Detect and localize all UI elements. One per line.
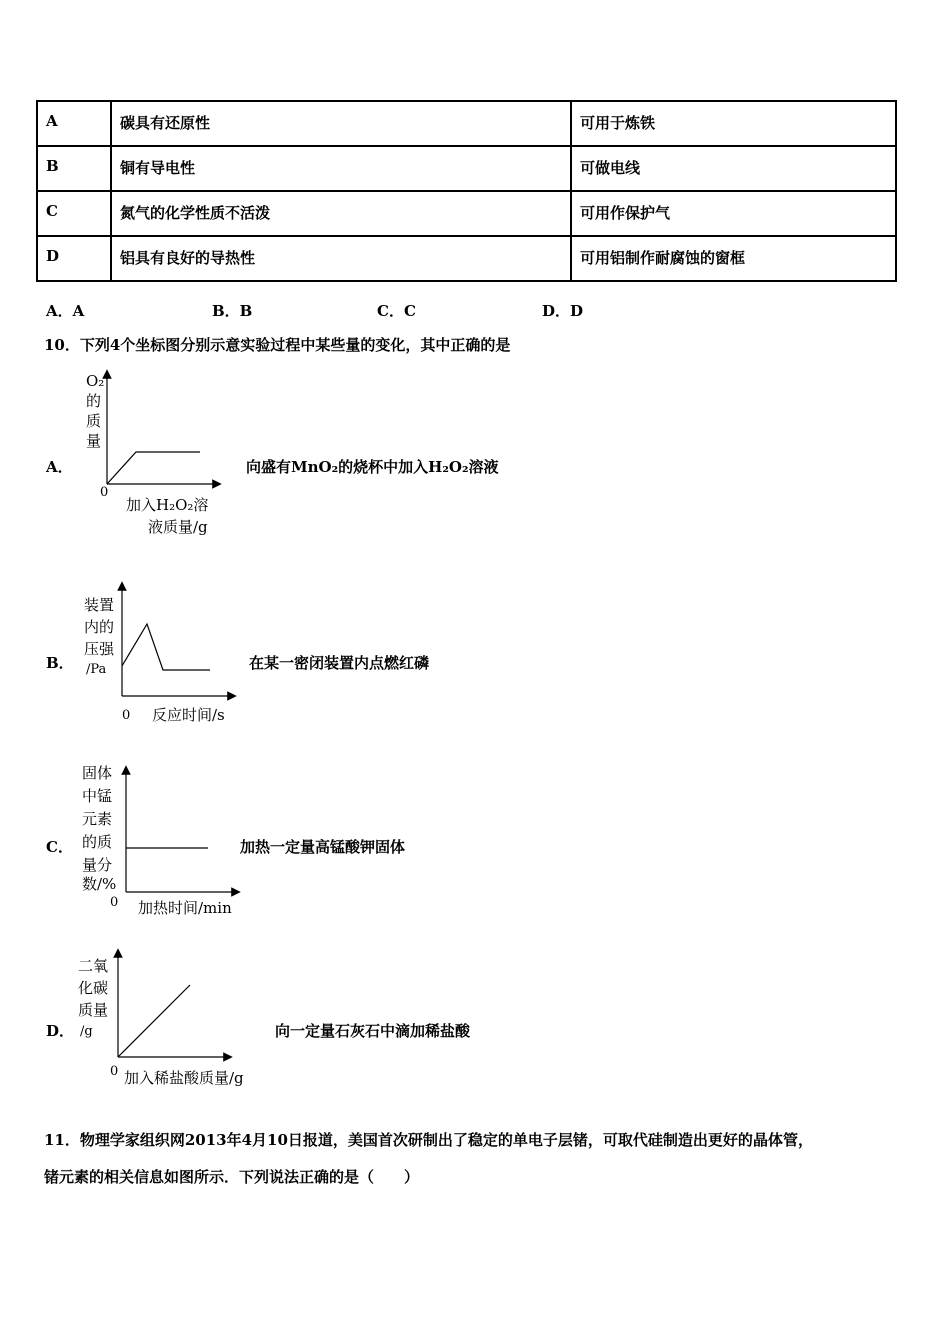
y-label-line: O₂ bbox=[86, 372, 105, 390]
graph-b bbox=[70, 578, 250, 728]
y-label-line: 元素 bbox=[82, 810, 113, 828]
property-cell: 铝具有良好的导热性 bbox=[111, 236, 571, 281]
y-label-line: 的 bbox=[86, 392, 102, 410]
question-11-line2: 锗元素的相关信息如图所示．下列说法正确的是（ ） bbox=[44, 1168, 420, 1186]
option-letter: D bbox=[37, 236, 111, 281]
x-label-line: 反应时间/s bbox=[152, 706, 225, 724]
use-cell: 可用于炼铁 bbox=[571, 101, 896, 146]
x-label-line: 液质量/g bbox=[148, 518, 208, 536]
option-a-label: A． bbox=[46, 458, 73, 476]
y-label-line: 固体 bbox=[82, 764, 113, 782]
option-c-desc: 加热一定量高锰酸钾固体 bbox=[240, 838, 406, 856]
origin-label: 0 bbox=[100, 485, 109, 500]
table-row bbox=[37, 101, 896, 146]
curve bbox=[107, 452, 200, 484]
curve bbox=[122, 624, 210, 670]
y-label-line: 二氧 bbox=[78, 957, 109, 975]
origin-label: 0 bbox=[110, 895, 119, 910]
property-cell: 铜有导电性 bbox=[111, 146, 571, 191]
question-11-line1: 11．物理学家组织网2013年4月10日报道，美国首次研制出了稳定的单电子层锗，可取代硅制造出更好的晶体管， bbox=[44, 1131, 813, 1149]
graph-d bbox=[70, 945, 270, 1095]
y-label-line: 数/% bbox=[82, 875, 117, 893]
origin-label: 0 bbox=[122, 708, 131, 723]
options-table bbox=[36, 100, 897, 282]
use-cell: 可做电线 bbox=[571, 146, 896, 191]
y-label-line: 压强 bbox=[84, 640, 115, 658]
answer-c: C．C bbox=[377, 302, 416, 320]
curve bbox=[118, 985, 190, 1057]
question-10-stem: 10．下列4个坐标图分别示意实验过程中某些量的变化，其中正确的是 bbox=[44, 336, 511, 354]
y-label-line: 质 bbox=[86, 412, 102, 430]
y-label-line: 质量 bbox=[78, 1001, 109, 1019]
answer-d: D．D bbox=[542, 302, 584, 320]
property-cell: 氮气的化学性质不活泼 bbox=[111, 191, 571, 236]
table-row bbox=[37, 191, 896, 236]
y-label-line: /g bbox=[80, 1024, 93, 1039]
answer-a: A．A bbox=[46, 302, 85, 320]
y-label-line: 量 bbox=[86, 432, 102, 450]
x-label-line: 加入稀盐酸质量/g bbox=[124, 1069, 244, 1087]
y-label-line: 的质 bbox=[82, 833, 113, 851]
option-letter: A bbox=[37, 101, 111, 146]
graph-a bbox=[70, 362, 240, 542]
option-b-desc: 在某一密闭装置内点燃红磷 bbox=[249, 654, 430, 672]
use-cell: 可用铝制作耐腐蚀的窗框 bbox=[571, 236, 896, 281]
option-d-label: D． bbox=[46, 1022, 75, 1040]
option-b-label: B． bbox=[46, 654, 74, 672]
table-row bbox=[37, 236, 896, 281]
y-label-line: 化碳 bbox=[78, 979, 109, 997]
y-label-line: 装置 bbox=[84, 596, 115, 614]
y-label-line: 量分 bbox=[82, 856, 113, 874]
option-letter: C bbox=[37, 191, 111, 236]
use-cell: 可用作保护气 bbox=[571, 191, 896, 236]
x-label-line: 加入H₂O₂溶 bbox=[126, 496, 209, 514]
property-cell: 碳具有还原性 bbox=[111, 101, 571, 146]
y-label-line: 中锰 bbox=[82, 787, 113, 805]
x-label-line: 加热时间/min bbox=[138, 899, 232, 917]
option-letter: B bbox=[37, 146, 111, 191]
y-label-line: /Pa bbox=[86, 662, 107, 677]
option-a-desc: 向盛有MnO₂的烧杯中加入H₂O₂溶液 bbox=[246, 458, 499, 476]
option-c-label: C． bbox=[46, 838, 73, 856]
table-row bbox=[37, 146, 896, 191]
option-d-desc: 向一定量石灰石中滴加稀盐酸 bbox=[275, 1022, 471, 1040]
y-label-line: 内的 bbox=[84, 618, 115, 636]
answer-b: B．B bbox=[212, 302, 253, 320]
graph-c bbox=[70, 758, 250, 923]
origin-label: 0 bbox=[110, 1064, 119, 1079]
